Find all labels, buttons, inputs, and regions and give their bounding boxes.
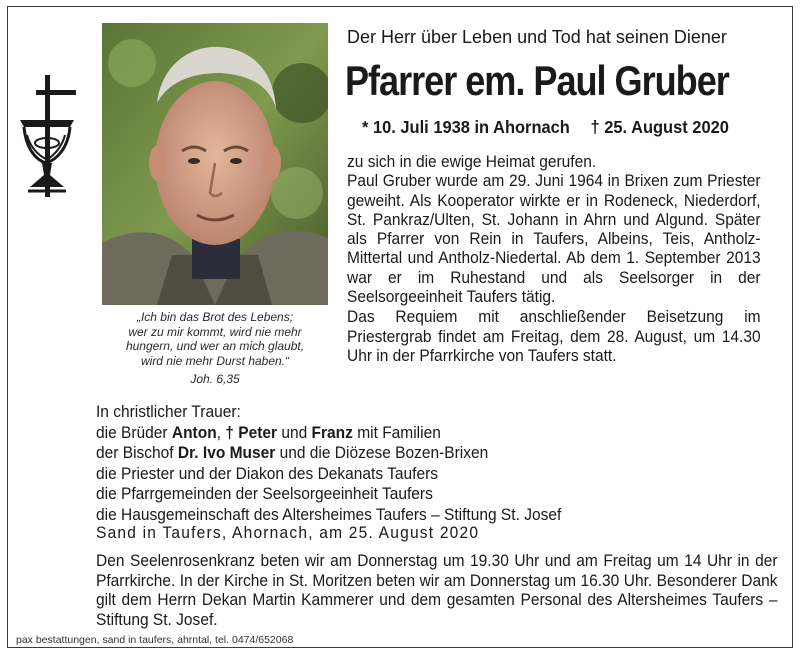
quote-line: „Ich bin das Brot des Lebens; [136, 310, 294, 324]
quote-reference: Joh. 6,35 [190, 372, 240, 386]
death-date: † 25. August 2020 [590, 117, 729, 137]
mourner-line: die Priester und der Diakon des Dekanats Taufers [96, 464, 438, 483]
funeral-home-footer: pax bestattungen, sand in taufers, ahrntal, tel. 0474/652068 [16, 634, 294, 646]
birth-date: * 10. Juli 1938 in Ahornach [362, 117, 570, 137]
mourner-line: die Brüder Anton, † Peter und Franz mit Familien [96, 423, 441, 442]
mourner-line: die Pfarrgemeinden der Seelsorgeeinheit Taufers [96, 485, 433, 504]
mourners-list [96, 402, 745, 526]
portrait-photo [102, 23, 328, 305]
bible-quote [102, 310, 328, 387]
quote-line: wer zu mir kommt, wird nie mehr [128, 324, 302, 339]
life-dates [362, 117, 729, 138]
mourner-line: die Hausgemeinschaft des Altersheimes Taufers – Stiftung St. Josef [96, 505, 562, 524]
quote-line: wird nie mehr Durst haben.“ [140, 353, 290, 368]
place-date: Sand in Taufers, Ahornach, am 25. August 2020 [96, 524, 480, 542]
bio-paragraph: Paul Gruber wurde am 29. Juni 1964 in Brixen zum Priester geweiht. Als Kooperator wirkte er in Rodeneck, Niederdorf, St. Pankraz/Ulten, St. Johann in Ahrn und Algund. Später als Pfarrer von Rein in Taufers, Albeins, Teis, Antholz-Mittertal und Antholz-Niedertal. Ab dem 1. September 2013 war er im Ruhestand und als Seelsorger in der Seelsorgeeinheit Taufers tätig. [347, 172, 761, 307]
bio-opening: zu sich in die ewige Heimat gerufen. [347, 153, 597, 171]
biography [347, 153, 761, 366]
mourning-heading: In christlicher Trauer: [96, 403, 241, 421]
intro-text: Der Herr über Leben und Tod hat seinen Diener [347, 27, 727, 47]
cross-chalice-icon [18, 75, 76, 201]
obituary-notice [7, 6, 793, 648]
requiem-paragraph: Das Requiem mit anschließender Beisetzung im Priestergrab findet am Freitag, dem 28. August, um 14.30 Uhr in der Pfarrkirche von Taufers statt. [347, 308, 761, 365]
deceased-name: Pfarrer em. Paul Gruber [345, 57, 729, 104]
rosary-paragraph: Den Seelenrosenkranz beten wir am Donnerstag um 19.30 Uhr und am Freitag um 14 Uhr in der Pfarrkirche. In der Kirche in St. Moritzen beten wir am Donnerstag um 16.30 Uhr. Besonderer Dank gilt dem Herrn Dekan Martin Kammerer und dem gesamten Personal des Altersheimes Taufers – Stiftung St. Josef. [96, 552, 778, 629]
mourner-line: der Bischof Dr. Ivo Muser und die Diözese Bozen-Brixen [96, 444, 489, 463]
quote-line: hungern, und wer an mich glaubt, [125, 339, 305, 353]
